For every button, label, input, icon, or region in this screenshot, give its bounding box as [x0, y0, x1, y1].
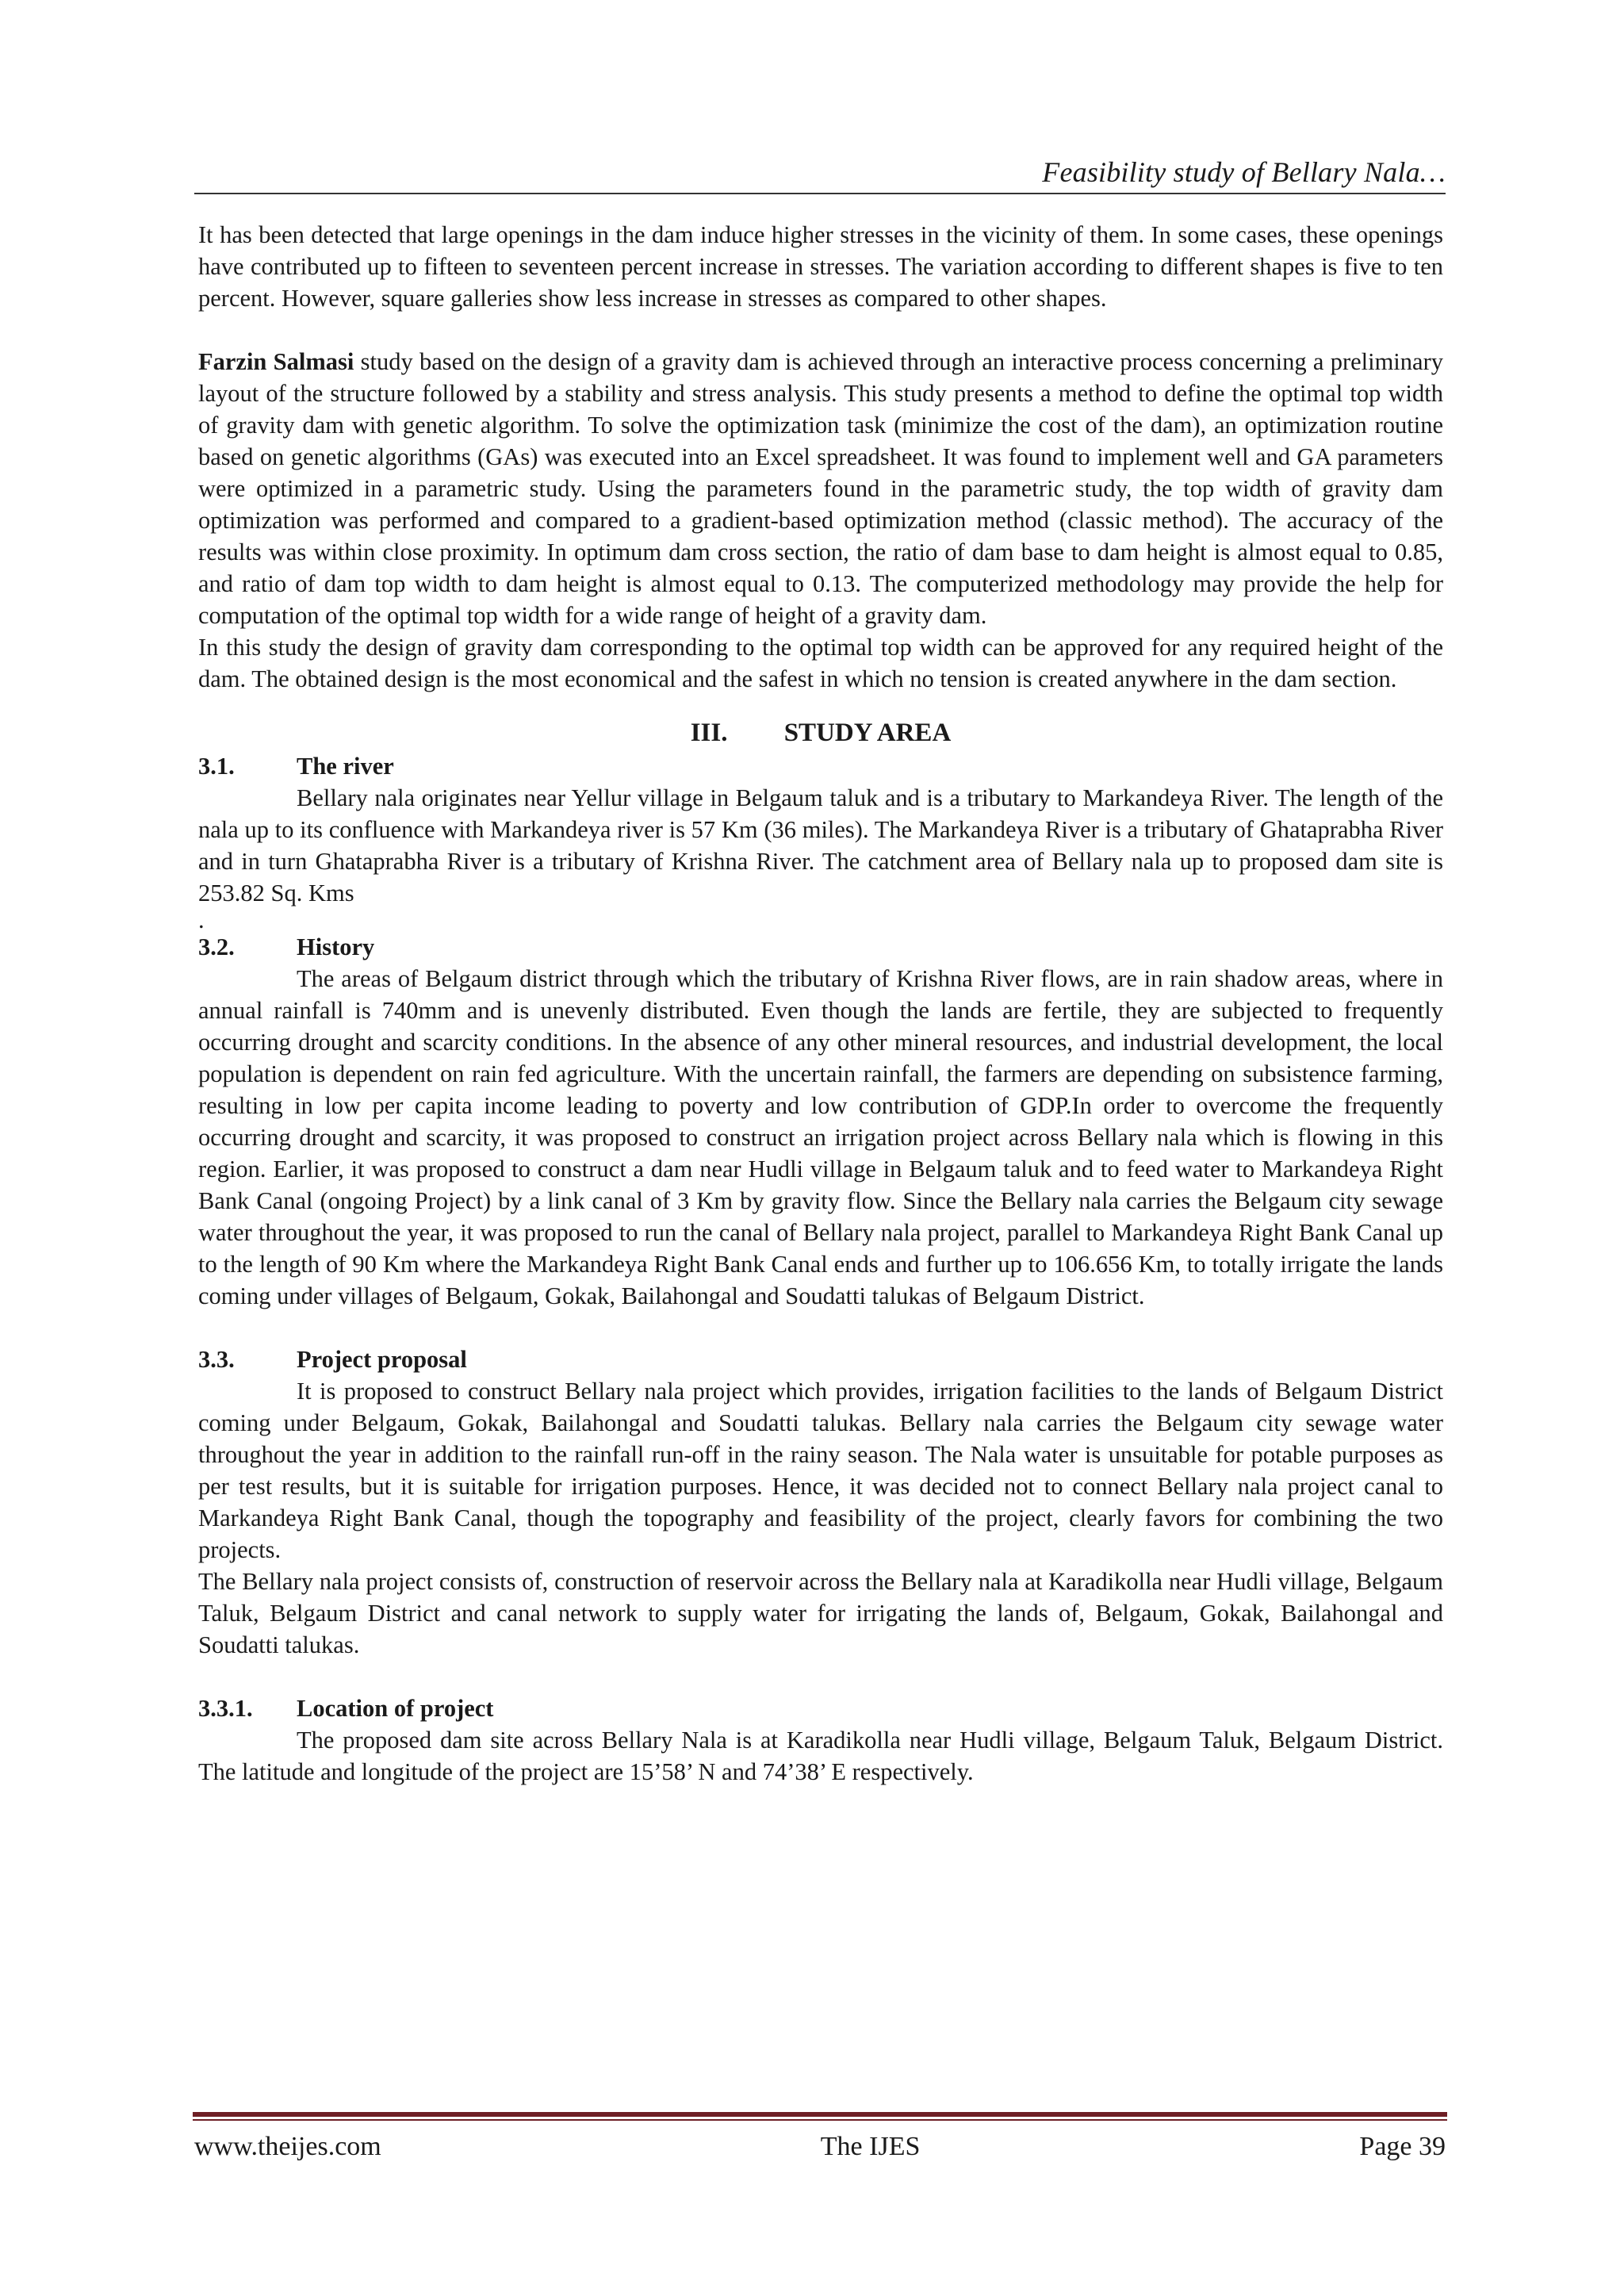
subsection-number: 3.3.	[198, 1346, 235, 1373]
paragraph-salmasi	[198, 346, 1443, 631]
spacer	[198, 695, 1443, 715]
footer-page-number: Page 39	[1359, 2132, 1446, 2161]
subsection-heading-proposal	[198, 1343, 1443, 1375]
paragraph-proposal: It is proposed to construct Bellary nala project which provides, irrigation facilities to the lands of Belgaum District coming under Belgaum, Gokak, Bailahongal and Soudatti talukas. Bellary nala carries the Belgaum city sewage water throughout the year in addition to the rainfall run-off in the rainy season. The Nala water is unsuitable for potable purposes as per test results, but it is suitable for irrigation purposes. Hence, it was decided not to connect Bellary nala project canal to Markandeya Right Bank Canal, though the topography and feasibility of the project, clearly favors for combining the two projects.	[198, 1378, 1443, 1563]
paragraph-proposal-2: The Bellary nala project consists of, construction of reservoir across the Bellary nala at Karadikolla near Hudli village, Belgaum Taluk, Belgaum District and canal network to supply water for irrigating the lands of, Belgaum, Gokak, Bailahongal and Soudatti talukas.	[198, 1568, 1443, 1658]
page-body	[198, 219, 1443, 1788]
footer-journal: The IJES	[820, 2132, 921, 2161]
subsection-title: Location of project	[297, 1695, 494, 1722]
spacer	[198, 314, 1443, 346]
subsection-heading-location	[198, 1692, 1443, 1724]
paragraph-openings: It has been detected that large openings in the dam induce higher stresses in the vicinity of them. In some cases, these openings have contributed up to fifteen to seventeen percent increase in stresses. The variation according to different shapes is five to ten percent. However, square galleries show less increase in stresses as compared to other shapes.	[198, 221, 1443, 312]
paragraph-design: In this study the design of gravity dam corresponding to the optimal top width can be approved for any required height of the dam. The obtained design is the most economical and the safest in which no tension is created anywhere in the dam section.	[198, 634, 1443, 692]
subsection-number: 3.2.	[198, 933, 235, 960]
author-name: Farzin Salmasi	[198, 348, 354, 375]
section-number: III.	[690, 719, 728, 747]
subsection-title: Project proposal	[297, 1346, 467, 1373]
running-title: Feasibility study of Bellary Nala…	[1042, 156, 1446, 188]
header-divider	[194, 193, 1446, 194]
subsection-number: 3.3.1.	[198, 1695, 253, 1722]
paragraph-river: Bellary nala originates near Yellur village in Belgaum taluk and is a tributary to Markandeya River. The length of the nala up to its confluence with Markandeya river is 57 Km (36 miles). The Markandeya River is a tributary of Ghataprabha River and in turn Ghataprabha River is a tributary of Krishna River. The catchment area of Bellary nala up to proposed dam site is 253.82 Sq. Kms	[198, 784, 1443, 907]
subsection-title: The river	[297, 753, 394, 780]
section-title: STUDY AREA	[783, 719, 952, 747]
spacer	[198, 1661, 1443, 1692]
subsection-number: 3.1.	[198, 753, 235, 780]
stray-dot: .	[198, 907, 205, 933]
paragraph-location: The proposed dam site across Bellary Nala is at Karadikolla near Hudli village, Belgaum Taluk, Belgaum District. The latitude and longitude of the project are 15’58’ N and 74’38’ E respectively.	[198, 1727, 1443, 1785]
footer-divider-thick	[193, 2112, 1447, 2117]
section-heading	[198, 715, 1443, 750]
subsection-heading-river	[198, 750, 1443, 782]
footer-divider-thin	[193, 2119, 1447, 2121]
spacer	[198, 1312, 1443, 1343]
subsection-title: History	[297, 933, 375, 960]
footer-website: www.theijes.com	[194, 2132, 381, 2161]
page-footer	[194, 2132, 1446, 2162]
paragraph-history: The areas of Belgaum district through which the tributary of Krishna River flows, are in rain shadow areas, where in annual rainfall is 740mm and is unevenly distributed. Even though the lands are fertile, they are subjected to frequently occurring drought and scarcity conditions. In the absence of any other mineral resources, and industrial development, the local population is dependent on rain fed agriculture. With the uncertain rainfall, the farmers are depending on subsistence farming, resulting in low per capita income leading to poverty and low contribution of GDP.In order to overcome the frequently occurring drought and scarcity, it was proposed to construct an irrigation project across Bellary nala which is flowing in this region. Earlier, it was proposed to construct a dam near Hudli village in Belgaum taluk and to feed water to Markandeya Right Bank Canal (ongoing Project) by a link canal of 3 Km by gravity flow. Since the Bellary nala carries the Belgaum city sewage water throughout the year, it was proposed to run the canal of Bellary nala project, parallel to Markandeya Right Bank Canal up to the length of 90 Km where the Markandeya Right Bank Canal ends and further up to 106.656 Km, to totally irrigate the lands coming under villages of Belgaum, Gokak, Bailahongal and Soudatti talukas of Belgaum District.	[198, 965, 1443, 1309]
subsection-heading-history	[198, 931, 1443, 963]
salmasi-text: study based on the design of a gravity dam is achieved through an interactive process concerning a preliminary layout of the structure followed by a stability and stress analysis. This study presents a method to define the optimal top width of gravity dam with genetic algorithm. To solve the optimization task (minimize the cost of the dam), an optimization routine based on genetic algorithms (GAs) was executed into an Excel spreadsheet. It was found to implement well and GA parameters were optimized in a parametric study. Using the parameters found in the parametric study, the top width of gravity dam optimization was performed and compared to a gradient-based optimization method (classic method). The accuracy of the results was within close proximity. In optimum dam cross section, the ratio of dam base to dam height is almost equal to 0.85, and ratio of dam top width to dam height is almost equal to 0.13. The computerized methodology may provide the help for computation of the optimal top width for a wide range of height of a gravity dam.	[198, 348, 1443, 629]
